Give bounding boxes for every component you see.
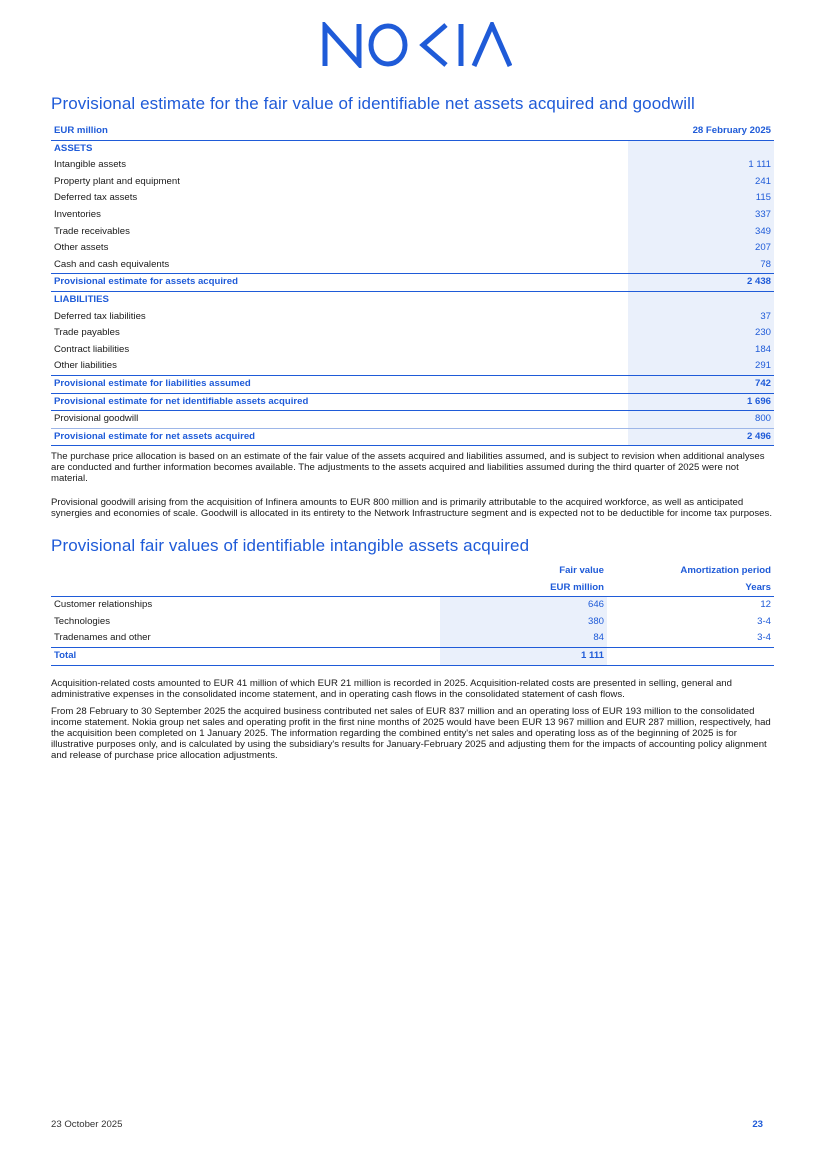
total-label: Provisional estimate for liabilities assumed: [51, 375, 628, 393]
row-label: Technologies: [54, 615, 111, 627]
row-period: 12: [760, 599, 771, 611]
intangibles-table: [51, 563, 774, 666]
intangibles-total-row: [51, 647, 774, 665]
paragraph-acquisition-costs: Acquisition-related costs amounted to EUR 41 million of which EUR 21 million is recorded in 2025. Acquisition-related costs are presented in selling, general and administrative expenses in the consolidated income statement, and in operating cash flows in the consolidated statement of cash flows.: [51, 678, 732, 700]
section-title-intangibles: Provisional fair values of identifiable intangible assets acquired: [51, 536, 530, 555]
row-label: Tradenames and other: [54, 632, 151, 644]
table-row: [51, 207, 774, 224]
table-row: [51, 309, 774, 326]
table-row: [51, 257, 774, 274]
row-value: 800: [628, 411, 774, 429]
row-label: Deferred tax assets: [54, 192, 138, 204]
table-row: [51, 342, 774, 359]
row-value: 78: [628, 257, 774, 274]
row-value: 84: [440, 630, 607, 647]
paragraph-ppa: The purchase price allocation is based on an estimate of the fair value of the assets acquired and liabilities assumed, and is subject to revision when additional analyses are conducted and further information becomes available. The adjustments to the assets acquired and liabilities assumed during the third quarter of 2025 were not material.: [51, 451, 765, 484]
row-value: 646: [440, 597, 607, 614]
table-row: [51, 224, 774, 241]
row-label: Trade receivables: [54, 225, 130, 237]
row-label: Trade payables: [54, 327, 120, 339]
liabilities-header-row: [51, 291, 774, 308]
row-value: 291: [628, 358, 774, 375]
paragraph-contribution: From 28 February to 30 September 2025 the acquired business contributed net sales of EUR 837 million and an operating loss of EUR 193 million to the consolidated income statement. Nokia group net sales and operating profit in the first nine months of 2025 would have been EUR 13 967 million and EUR 287 million, respectively, had the acquisition been completed on 1 January 2025. The information regarding the combined entity's net sales and operating loss as of the beginning of 2025 is for illustrative purposes only, and is calculated by using the subsidiary's results for January-February 2025 and adjusting them for the impacts of accounting policy alignment and release of purchase price allocation adjustments.: [51, 706, 771, 761]
row-label: Deferred tax liabilities: [54, 310, 146, 322]
column-amortization-unit: Years: [607, 580, 774, 597]
liabilities-total-row: [51, 375, 774, 393]
row-period: 3-4: [757, 615, 771, 627]
table-row: [51, 325, 774, 342]
row-value: 207: [628, 240, 774, 257]
column-amortization: Amortization period: [607, 563, 774, 580]
row-label: Provisional goodwill: [51, 411, 628, 429]
row-label: Contract liabilities: [54, 343, 130, 355]
paragraph-goodwill: Provisional goodwill arising from the acquisition of Infinera amounts to EUR 800 million and is primarily attributable to the acquired workforce, as well as anticipated synergies and economies of scale. Goodwill is allocated in its entirety to the Network Infrastructure segment and is expected not to be deductible for income tax purposes.: [51, 497, 772, 519]
row-value: 380: [440, 614, 607, 631]
row-value: 37: [628, 309, 774, 326]
net-assets-table: [51, 123, 774, 446]
table-row: [51, 630, 774, 647]
section-title-net-assets: Provisional estimate for the fair value of identifiable net assets acquired and goodwill: [51, 94, 695, 113]
total-label: Provisional estimate for assets acquired: [51, 274, 628, 292]
row-value: 241: [628, 174, 774, 191]
row-label: Other assets: [54, 242, 109, 254]
column-fair-value: Fair value: [440, 563, 607, 580]
footer-date: 23 October 2025: [51, 1119, 123, 1130]
page-number: 23: [752, 1119, 763, 1130]
total-value: 1 111: [440, 647, 607, 665]
total-label: Provisional estimate for net assets acquired: [51, 428, 628, 446]
assets-header: ASSETS: [54, 142, 93, 154]
table-row: [51, 190, 774, 207]
net-identifiable-row: [51, 393, 774, 411]
row-label: Customer relationships: [54, 599, 153, 611]
row-period: 3-4: [757, 632, 771, 644]
row-label: Property plant and equipment: [54, 175, 180, 187]
row-label: Intangible assets: [54, 159, 126, 171]
total-label: Total: [51, 647, 440, 665]
row-value: 115: [628, 190, 774, 207]
table-row: [51, 358, 774, 375]
table-row: [51, 597, 774, 614]
assets-header-row: [51, 140, 774, 157]
net-assets-row: [51, 428, 774, 446]
goodwill-row: [51, 411, 774, 429]
column-date: 28 February 2025: [628, 123, 774, 140]
table-row: [51, 157, 774, 174]
liabilities-header: LIABILITIES: [54, 293, 109, 305]
table-header-row: [51, 123, 774, 140]
table-header-row: [51, 563, 774, 580]
assets-total-row: [51, 274, 774, 292]
row-value: 349: [628, 224, 774, 241]
total-value: 1 696: [628, 393, 774, 411]
total-value: 2 438: [628, 274, 774, 292]
row-label: Other liabilities: [54, 360, 117, 372]
column-label: EUR million: [51, 123, 628, 140]
row-value: 337: [628, 207, 774, 224]
table-row: [51, 174, 774, 191]
row-value: 184: [628, 342, 774, 359]
table-header-units-row: [51, 580, 774, 597]
table-row: [51, 240, 774, 257]
row-label: Inventories: [54, 208, 101, 220]
column-fair-value-unit: EUR million: [440, 580, 607, 597]
table-row: [51, 614, 774, 631]
total-value: 742: [628, 375, 774, 393]
total-label: Provisional estimate for net identifiable assets acquired: [51, 393, 628, 411]
nokia-logo: [322, 22, 512, 68]
total-value: 2 496: [628, 428, 774, 446]
row-value: 1 111: [628, 157, 774, 174]
row-value: 230: [628, 325, 774, 342]
row-label: Cash and cash equivalents: [54, 258, 170, 270]
